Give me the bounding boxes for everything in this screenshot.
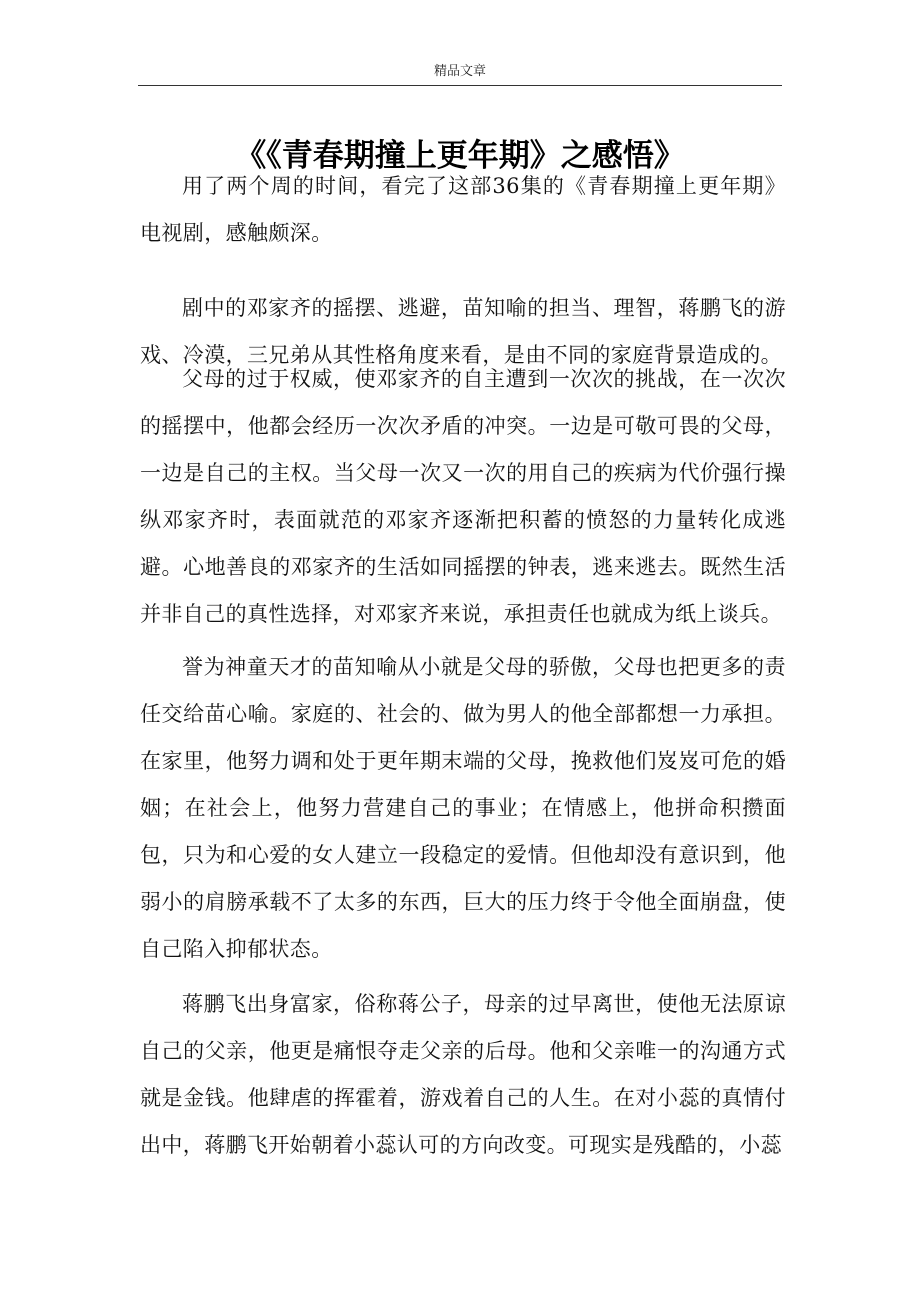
paragraph-2: 剧中的邓家齐的摇摆、逃避，苗知喻的担当、理智，蒋鹏飞的游戏、冷漠，三兄弟从其性格角度来看，是由不同的家庭背景造成的。 bbox=[140, 296, 786, 367]
header-divider bbox=[138, 85, 782, 86]
page-header-label: 精品文章 bbox=[433, 64, 486, 79]
document-title: 《《青春期撞上更年期》之感悟》 bbox=[235, 137, 685, 174]
paragraph-5: 蒋鹏飞出身富家，俗称蒋公子，母亲的过早离世，使他无法原谅自己的父亲，他更是痛恨夺走父亲的后母。他和父亲唯一的沟通方式就是金钱。他肆虐的挥霍着，游戏着自己的人生。在对小蕊的真情付出中，蒋鹏飞开始朝着小蕊认可的方向改变。可现实是残酷的，小蕊 bbox=[140, 992, 786, 1157]
paragraph-1: 用了两个周的时间，看完了这部36集的《青春期撞上更年期》电视剧，感触颇深。 bbox=[140, 174, 786, 245]
paragraph-4: 誉为神童天才的苗知喻从小就是父母的骄傲，父母也把更多的责任交给苗心喻。家庭的、社会的、做为男人的他全部都想一力承担。在家里，他努力调和处于更年期末端的父母，挽救他们岌岌可危的婚姻；在社会上，他努力营建自己的事业；在情感上，他拼命积攒面包，只为和心爱的女人建立一段稳定的爱情。但他却没有意识到，他弱小的肩膀承载不了太多的东西，巨大的压力终于令他全面崩盘，使自己陷入抑郁状态。 bbox=[140, 655, 786, 961]
paragraph-3: 父母的过于权威，使邓家齐的自主遭到一次次的挑战，在一次次的摇摆中，他都会经历一次次矛盾的冲突。一边是可敬可畏的父母，一边是自己的主权。当父母一次又一次的用自己的疾病为代价强行操纵邓家齐时，表面就范的邓家齐逐渐把积蓄的愤怒的力量转化成逃避。心地善良的邓家齐的生活如同摇摆的钟表，逃来逃去。既然生活并非自己的真性选择，对邓家齐来说，承担责任也就成为纸上谈兵。 bbox=[140, 367, 786, 626]
